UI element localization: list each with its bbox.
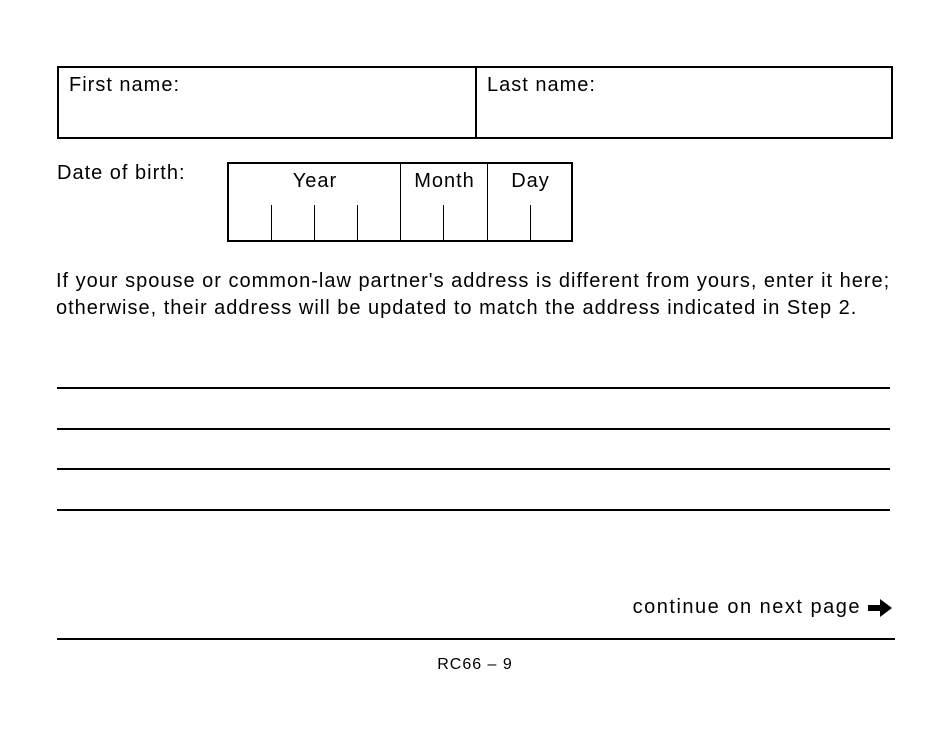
last-name-box: [475, 66, 893, 139]
address-instructions: If your spouse or common-law partner's address is different from yours, enter it here; otherwise, their address will be updated to match the address indicated in Step 2.: [56, 270, 891, 319]
address-line-2[interactable]: [57, 394, 890, 430]
page-number: RC66 – 9: [437, 656, 513, 673]
address-line-3[interactable]: [57, 434, 890, 470]
day-digit-1[interactable]: [489, 205, 529, 238]
year-month-divider: [400, 164, 401, 240]
year-digit-4[interactable]: [359, 205, 399, 238]
address-line-1[interactable]: [57, 353, 890, 389]
last-name-input[interactable]: [485, 102, 883, 133]
year-digit-3[interactable]: [316, 205, 356, 238]
footer-divider: [57, 638, 895, 640]
date-of-birth-label: Date of birth:: [57, 162, 186, 184]
first-name-label: First name:: [69, 74, 181, 96]
year-digit-2[interactable]: [273, 205, 313, 238]
address-line-4[interactable]: [57, 475, 890, 511]
month-digit-2[interactable]: [445, 205, 486, 238]
year-digit-1[interactable]: [230, 205, 270, 238]
digit-divider: [530, 205, 531, 240]
continue-label: continue on next page: [632, 596, 861, 618]
digit-divider: [357, 205, 358, 240]
digit-divider: [443, 205, 444, 240]
arrow-right-icon: [867, 598, 893, 618]
continue-next-page: [633, 596, 893, 619]
day-digit-2[interactable]: [532, 205, 571, 238]
last-name-label: Last name:: [487, 74, 596, 96]
first-name-input[interactable]: [67, 102, 467, 133]
month-day-divider: [487, 164, 488, 240]
year-header: Year: [292, 170, 338, 192]
day-header: Day: [511, 170, 550, 192]
month-digit-1[interactable]: [402, 205, 442, 238]
digit-divider: [271, 205, 272, 240]
digit-divider: [314, 205, 315, 240]
first-name-box: [57, 66, 477, 139]
month-header: Month: [414, 170, 475, 192]
date-of-birth-grid: [227, 162, 573, 242]
